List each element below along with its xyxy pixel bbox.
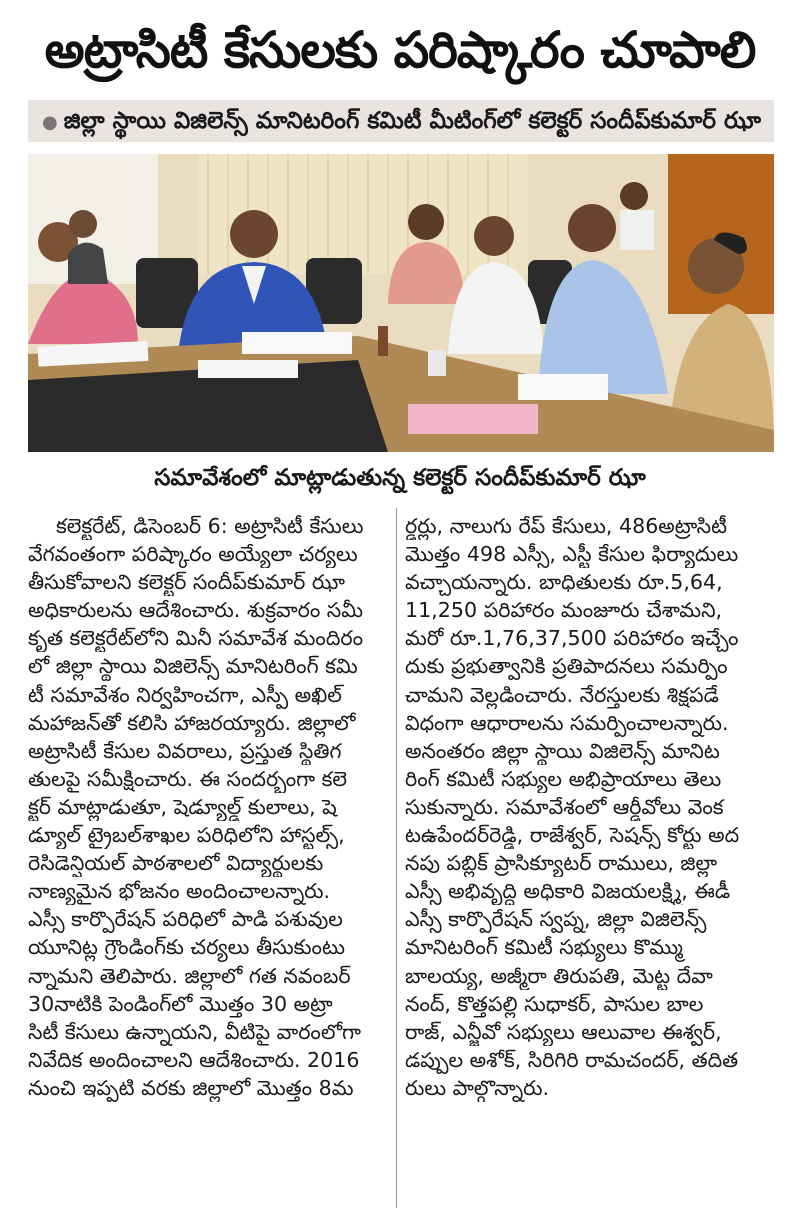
text-line: డప్పుల అశోక్, సిరిగిరి రామచందర్, తదిత <box>405 1047 739 1072</box>
text-line: మానిటరింగ్ కమిటీ సభ్యులు కొమ్ము <box>405 935 683 960</box>
text-line: ఎస్సీ కార్పొరేషన్ పరిధిలో పాడి పశువుల <box>28 907 343 932</box>
article-left-column <box>28 512 398 1102</box>
photo-caption: సమావేశంలో మాట్లాడుతున్న కలెక్టర్ సందీప్‌కుమార్ ఝా <box>154 465 646 491</box>
text-line: రెసిడెన్షియల్ పాఠశాలలో విద్యార్థులకు <box>28 851 324 876</box>
text-line: అధికారులను ఆదేశించారు. శుక్రవారం సమీ <box>28 598 364 623</box>
meeting-photo <box>28 154 774 452</box>
text-line: వచ్చాయన్నారు. బాధితులకు రూ.5,64, <box>405 570 723 595</box>
text-line: ఎస్సీ కార్పొరేషన్ స్వప్న, జిల్లా విజిలెన్స్ <box>405 907 707 932</box>
text-line: తులపై సమీక్షించారు. ఈ సందర్భంగా కలె <box>28 766 348 791</box>
text-line: రాజ్, ఎన్జీవో సభ్యులు ఆలువాల ఈశ్వర్, <box>405 1019 722 1044</box>
text-line: చామని వెల్లడించారు. నేరస్తులకు శిక్షపడే <box>405 682 719 707</box>
text-line: ఎస్సీ అభివృద్ధి అధికారి విజయలక్ష్మి, ఈడీ <box>405 879 731 904</box>
article-right-column <box>405 512 775 1102</box>
text-line: న్నామని తెలిపారు. జిల్లాలో గత నవంబర్ <box>28 963 351 988</box>
text-line: తీసుకోవాలని కలెక్టర్ సందీప్‌కుమార్ ఝా <box>28 570 346 595</box>
text-line: 30నాటికి పెండింగ్‌లో మొత్తం 30 అట్రా <box>28 991 333 1016</box>
text-line: అట్రాసిటీ కేసుల వివరాలు, ప్రస్తుత స్థితిగ <box>28 738 342 763</box>
text-line: నుంచి ఇప్పటి వరకు జిల్లాలో మొత్తం 8మ <box>28 1075 354 1100</box>
text-line: నాణ్యమైన భోజనం అందించాలన్నారు. <box>28 879 331 904</box>
text-line: మరో రూ.1,76,37,500 పరిహారం ఇచ్చేం <box>405 626 739 651</box>
text-line: కృత కలెక్టరేట్‌లోని మినీ సమావేశ మందిరం <box>28 626 364 651</box>
text-line: దుకు ప్రభుత్వానికి ప్రతిపాదనలు సమర్పిం <box>405 654 728 679</box>
text-line: డ్యూల్ ట్రైబల్‌శాఖల పరిధిలోని హాస్టల్స్, <box>28 823 345 848</box>
text-line: రులు పాల్గొన్నారు. <box>405 1075 550 1100</box>
text-line: వేగవంతంగా పరిష్కారం అయ్యేలా చర్యలు <box>28 542 358 567</box>
text-line: విధంగా ఆధారాలను సమర్పించాలన్నారు. <box>405 710 729 735</box>
text-line: టీ సమావేశం నిర్వహించగా, ఎస్పీ అఖిల్ <box>28 682 342 707</box>
text-line: నంద్, కొత్తపల్లి సుధాకర్, పాసుల బాల <box>405 991 704 1016</box>
text-line: సిటీ కేసులు ఉన్నాయని, వీటిపై వారంలోగా <box>28 1019 362 1044</box>
text-line: సుకున్నారు. సమావేశంలో ఆర్డీవోలు వెంక <box>405 794 724 819</box>
subheadline-bar <box>28 100 774 142</box>
text-line: యూనిట్ల గ్రౌండింగ్‌కు చర్యలు తీసుకుంటు <box>28 935 346 960</box>
text-line: బాలయ్య, అజ్మీరా తిరుపతి, మెట్ట దేవా <box>405 963 713 988</box>
text-line: లో జిల్లా స్థాయి విజిలెన్స్ మానిటరింగ్ కమి <box>28 654 358 679</box>
text-line: క్టర్ మాట్లాడుతూ, షెడ్యూల్డ్ కులాలు, షె <box>28 794 337 819</box>
text-line: అనంతరం జిల్లా స్థాయి విజిలెన్స్ మానిట <box>405 738 720 763</box>
text-line: టఉపేందర్‌రెడ్డి, రాజేశ్వర్, సెషన్స్ కోర్టు అద <box>405 823 740 848</box>
subheadline: జిల్లా స్థాయి విజిలెన్స్ మానిటరింగ్ కమిటీ మీటింగ్‌లో కలెక్టర్ సందీప్‌కుమార్ ఝా <box>63 108 761 134</box>
text-line: ర్డర్లు, నాలుగు రేప్ కేసులు, 486అట్రాసిటీ <box>405 514 728 538</box>
text-line: నపు పబ్లిక్ ప్రాసిక్యూటర్ రాములు, జిల్లా <box>405 851 718 876</box>
text-line: రింగ్ కమిటీ సభ్యుల అభిప్రాయాలు తెలు <box>405 766 722 791</box>
text-line: మొత్తం 498 ఎస్సీ, ఎస్టీ కేసుల ఫిర్యాదులు <box>405 542 739 567</box>
bullet-icon: ● <box>42 112 58 133</box>
text-line: 11,250 పరిహారం మంజూరు చేశామని, <box>405 598 723 623</box>
text-line: నివేదిక అందించాలని ఆదేశించారు. 2016 <box>28 1047 360 1072</box>
text-line: మహాజన్‌తో కలిసి హాజరయ్యారు. జిల్లాలో <box>28 710 356 735</box>
text-line: కలెక్టరేట్, డిసెంబర్ 6: అట్రాసిటీ కేసులు <box>56 514 364 538</box>
headline: అట్రాసిటీ కేసులకు పరిష్కారం చూపాలి <box>44 21 756 79</box>
